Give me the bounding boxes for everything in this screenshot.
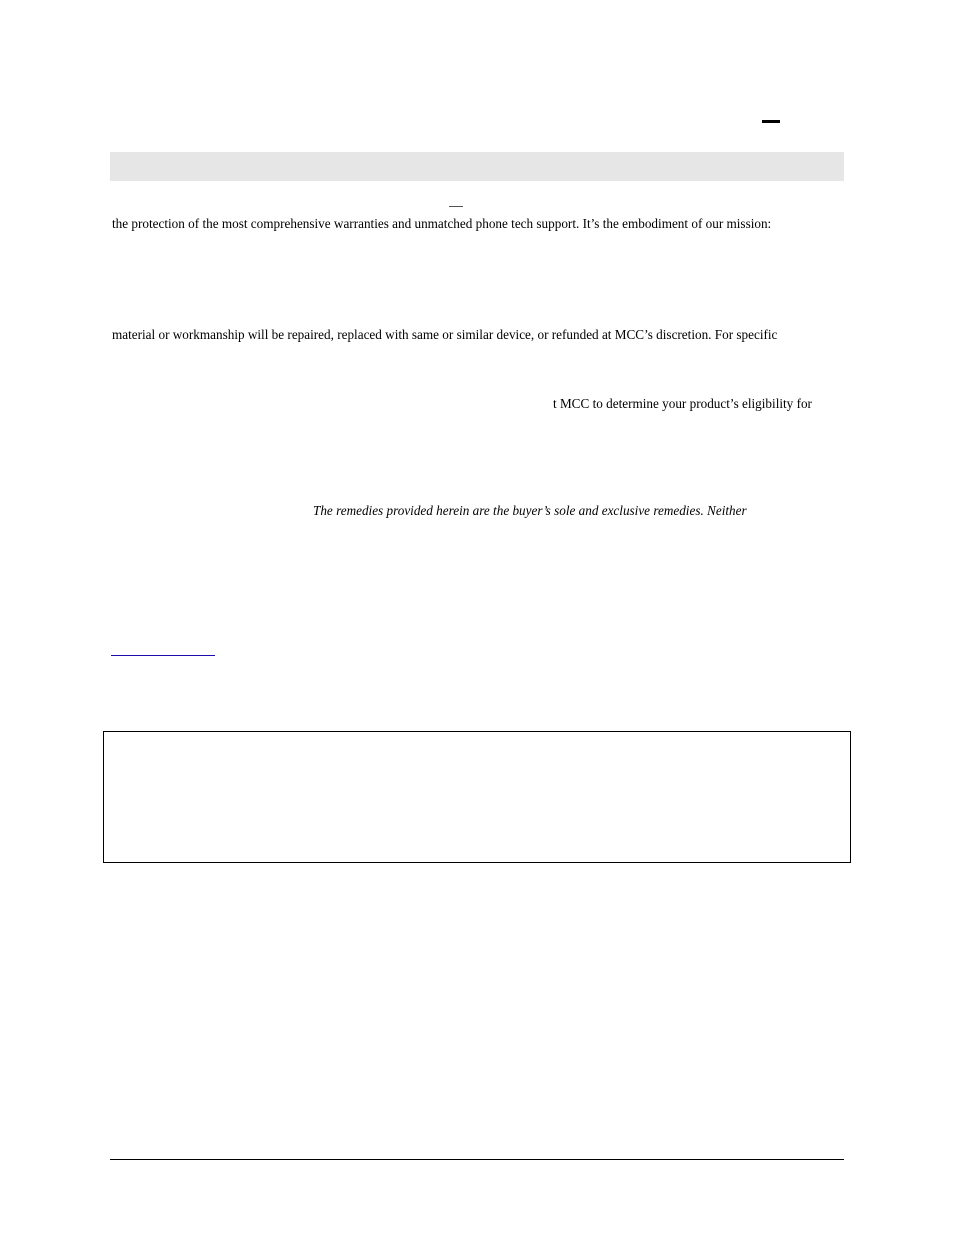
- contact-line: t MCC to determine your product’s eligibility for: [553, 396, 812, 411]
- hyperlink-underline[interactable]: [111, 655, 215, 656]
- section-heading-band: [110, 152, 844, 181]
- small-dash: [449, 206, 463, 207]
- warranty-line: material or workmanship will be repaired, replaced with same or similar device, or refunded at MCC’s discretion. For specific: [112, 327, 778, 342]
- notice-box: [103, 731, 851, 863]
- remedies-line: The remedies provided herein are the buyer’s sole and exclusive remedies. Neither: [313, 503, 747, 518]
- intro-line: the protection of the most comprehensive warranties and unmatched phone tech support. It’s the embodiment of our mission:: [112, 216, 772, 231]
- header-dash: [762, 120, 780, 123]
- footer-rule: [110, 1159, 844, 1160]
